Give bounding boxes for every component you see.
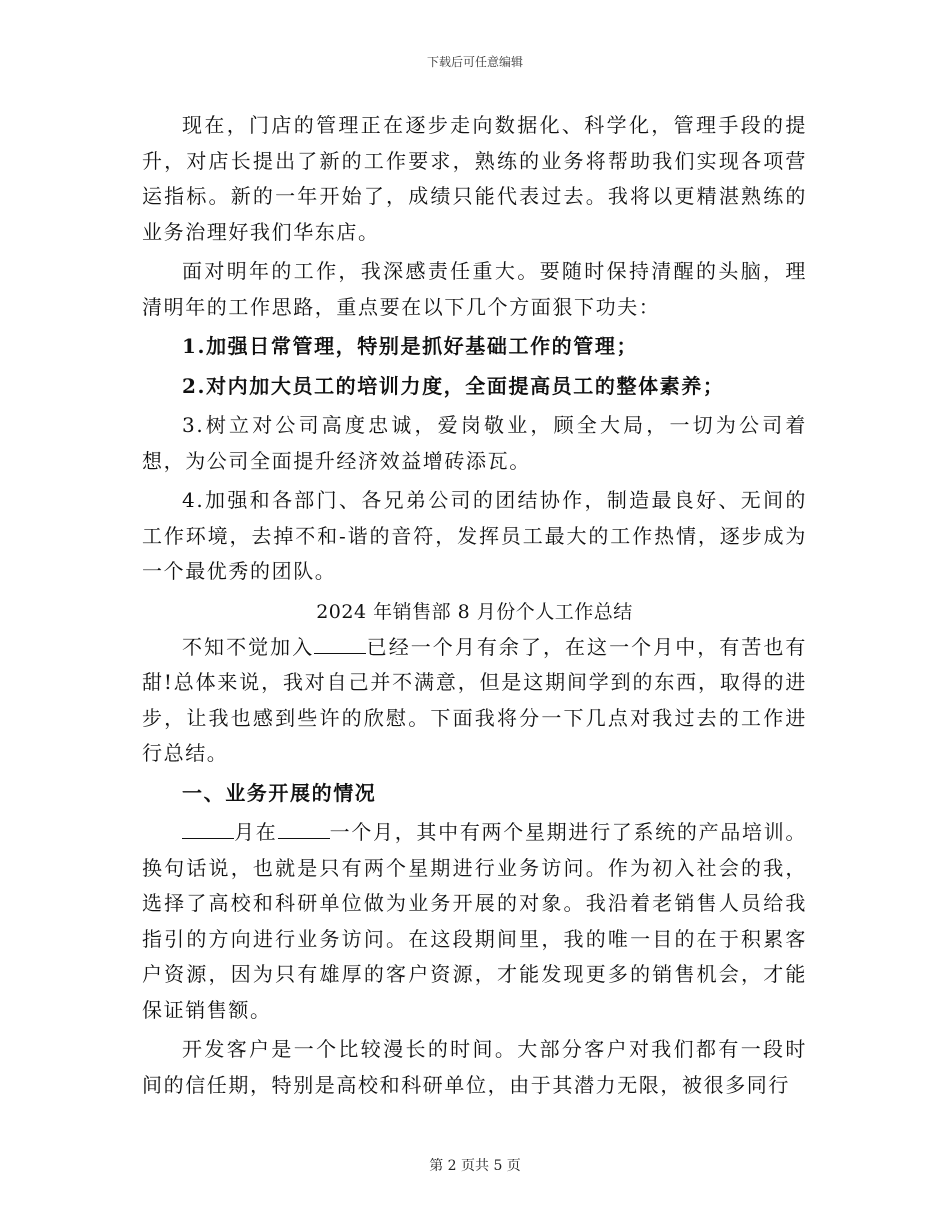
- business-text-rest: 一个月，其中有两个星期进行了系统的产品培训。换句话说，也就是只有两个星期进行业务访问。作为初入社会的我，选择了高校和科研单位做为业务开展的对象。我沿着老销售人员给我指引的方向进行业务访问。在这段期间里，我的唯一目的在于积累客户资源，因为只有雄厚的客户资源，才能发现更多的销售机会，才能保证销售额。: [142, 820, 807, 1022]
- intro-text-rest: 已经一个月有余了，在这一个月中，有苦也有甜!总体来说，我对自己并不满意，但是这期间学到的东西，取得的进步，让我也感到些许的欣慰。下面我将分一下几点对我过去的工作进行总结。: [142, 634, 807, 765]
- page-header: 下载后可任意编辑: [426, 55, 523, 69]
- list-item-2: 2.对内加大员工的培训力度，全面提高员工的整体素养；: [182, 373, 725, 398]
- list-item-1: 1.加强日常管理，特别是抓好基础工作的管理；: [182, 334, 639, 358]
- page-footer: 第 2 页共 5 页: [429, 1158, 521, 1174]
- intro-text-start: 不知不觉加入: [182, 634, 315, 659]
- document-body: [142, 108, 807, 1103]
- paragraph-intro: [142, 630, 807, 772]
- paragraph-business: [142, 815, 807, 1028]
- fill-blank: [278, 822, 330, 839]
- subheading-business: 一、业务开展的情况: [182, 780, 377, 805]
- paragraph-2: 面对明年的工作，我深感责任重大。要随时保持清醒的头脑，理清明年的工作思路，重点要在以下几个方面狠下功夫：: [142, 259, 807, 319]
- fill-blank: [314, 637, 366, 654]
- business-text-start: 月在: [234, 820, 278, 844]
- paragraph-customers: 开发客户是一个比较漫长的时间。大部分客户对我们都有一段时间的信任期，特别是高校和科研单位，由于其潜力无限，被很多同行: [142, 1037, 807, 1097]
- fill-blank: [182, 822, 234, 839]
- list-item-4: 4.加强和各部门、各兄弟公司的团结协作，制造最良好、无间的工作环境，去掉不和-谐的音符，发挥员工最大的工作热情，逐步成为一个最优秀的团队。: [142, 488, 807, 583]
- section-title: 2024 年销售部 8 月份个人工作总结: [316, 600, 633, 623]
- list-item-3: 3.树立对公司高度忠诚，爱岗敬业，顾全大局，一切为公司着想，为公司全面提升经济效益增砖添瓦。: [142, 413, 807, 473]
- paragraph-1: 现在，门店的管理正在逐步走向数据化、科学化，管理手段的提升，对店长提出了新的工作要求，熟练的业务将帮助我们实现各项营运指标。新的一年开始了，成绩只能代表过去。我将以更精湛熟练的业务治理好我们华东店。: [142, 113, 807, 244]
